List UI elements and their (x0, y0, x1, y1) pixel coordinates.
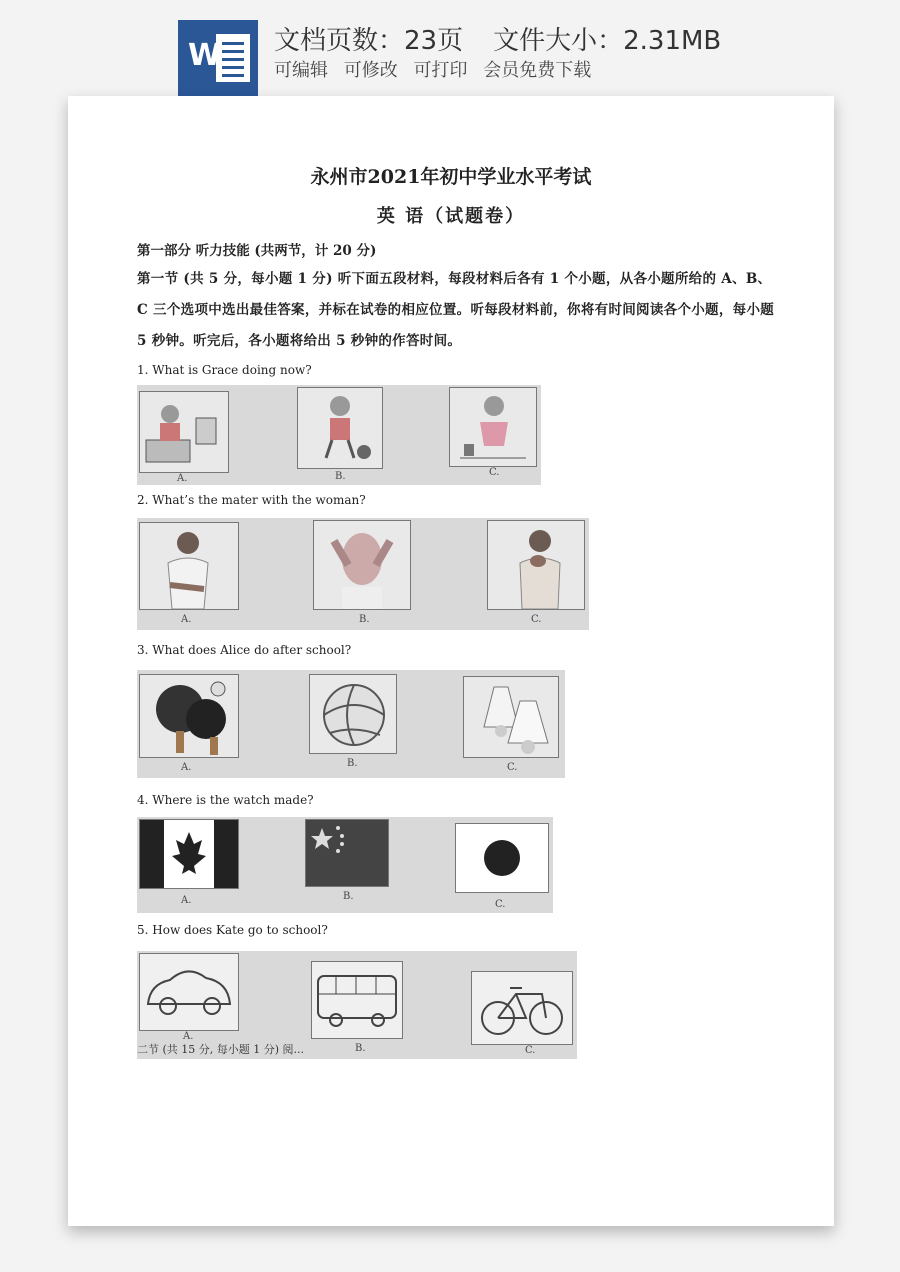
option-a-label: A. (181, 614, 192, 625)
question-1-pictures (137, 385, 541, 485)
download-banner (0, 0, 900, 96)
option-b-label: B. (343, 891, 354, 902)
option-c-label: C. (489, 467, 500, 478)
option-a-label: A. (177, 473, 188, 484)
exam-page (68, 96, 834, 1226)
option-b-label: B. (355, 1043, 366, 1054)
girl-sitting-picture (449, 387, 537, 467)
ping-pong-picture (139, 674, 239, 758)
stomachache-picture (139, 522, 239, 610)
option-c-label: C. (507, 762, 518, 773)
option-b-label: B. (347, 758, 358, 769)
girl-studying-picture (139, 391, 229, 473)
question-5-pictures (137, 951, 577, 1059)
feature-member-download: 会员免费下载 (483, 60, 592, 81)
headache-picture (313, 520, 411, 610)
canada-flag-picture (139, 819, 239, 889)
exam-subtitle: 英 语（试题卷） (376, 206, 526, 227)
page-count: 文档页数：23页 (274, 26, 464, 56)
feature-editable: 可编辑 (274, 60, 328, 81)
option-b-label: B. (359, 614, 370, 625)
question-4: 4. Where is the watch made? (137, 793, 314, 807)
volleyball-picture (309, 674, 397, 754)
badminton-picture (463, 676, 559, 758)
question-5: 5. How does Kate go to school? (137, 923, 328, 937)
exam-title: 永州市2021年初中学业水平考试 (310, 166, 592, 188)
option-c-label: C. (525, 1045, 536, 1056)
bicycle-picture (471, 971, 573, 1045)
option-c-label: C. (531, 614, 542, 625)
option-a-label: A. (183, 1031, 194, 1042)
bus-picture (311, 961, 403, 1039)
cut-off-next-section: 二节 (共 15 分, 每小题 1 分) 阅... (137, 1043, 305, 1056)
question-2-pictures (137, 518, 589, 630)
question-3: 3. What does Alice do after school? (137, 643, 352, 657)
option-a-label: A. (181, 895, 192, 906)
question-4-pictures (137, 817, 553, 913)
japan-flag-picture (455, 823, 549, 893)
feature-printable: 可打印 (413, 60, 468, 81)
question-2: 2. What’s the mater with the woman? (137, 493, 366, 507)
option-a-label: A. (181, 762, 192, 773)
section-instructions: 第一节 (共 5 分，每小题 1 分) 听下面五段材料，每段材料后各有 1 个小题，从各小题所给的 A、B、C 三个选项中选出最佳答案，并标在试卷的相应位置。听每段材料前，你将有时间阅读各个小题，每小题 5 秒钟。听完后，各小题将给出 5 秒钟的作答时间。 (137, 271, 775, 349)
word-document-icon: W (178, 20, 258, 96)
question-3-pictures (137, 670, 565, 778)
question-1: 1. What is Grace doing now? (137, 363, 312, 377)
feature-list (274, 56, 601, 82)
file-info (274, 20, 721, 57)
option-b-label: B. (335, 471, 346, 482)
option-c-label: C. (495, 899, 506, 910)
girl-playing-picture (297, 387, 383, 469)
section-heading: 第一部分 听力技能 (共两节，计 20 分) (137, 243, 377, 259)
feature-modifiable: 可修改 (343, 60, 398, 81)
sore-throat-picture (487, 520, 585, 610)
china-flag-picture (305, 819, 389, 887)
file-size: 文件大小：2.31MB (493, 26, 722, 56)
car-picture (139, 953, 239, 1031)
